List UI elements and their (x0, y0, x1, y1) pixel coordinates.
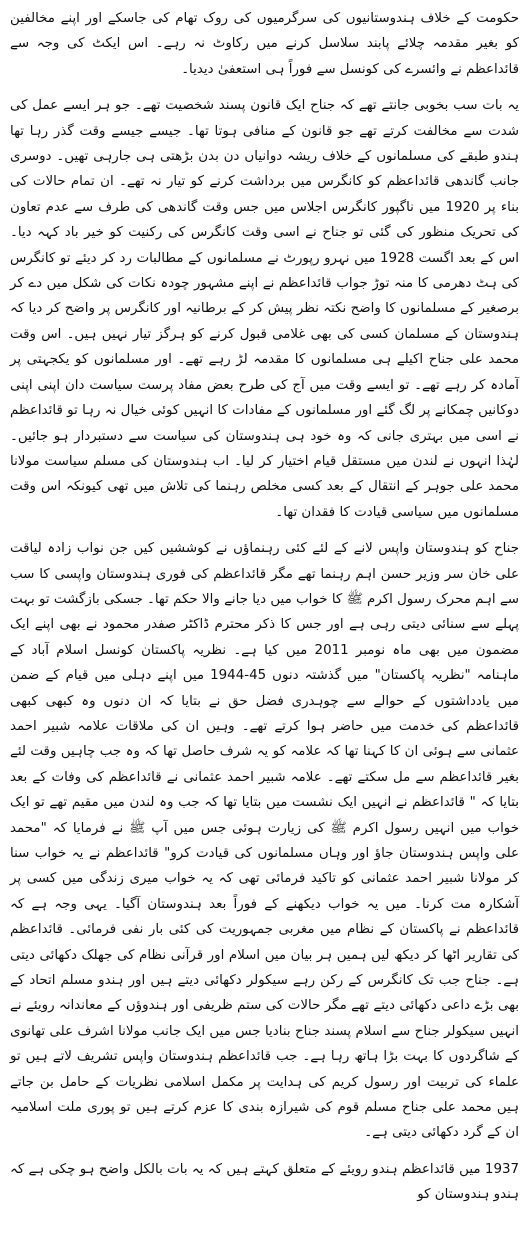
article-paragraph: یہ بات سب بخوبی جانتے تھے کہ جناح ایک قانون پسند شخصیت تھے۔ جو ہر ایسے عمل کی شدت سے مخالفت کرتے تھے جو قانون کے منافی ہوتا تھا۔ جیسے جیسے وقت گذر رہا تھا ہندو طبقے کی مسلمانوں کے خلاف ریشہ دوانیاں دن بدن بڑھتی ہی جارہی تھیں۔ دوسری جانب گاندھی قائداعظم کو کانگرس میں برداشت کرنے کو تیار نہ تھے۔ ان تمام حالات کی بناء پر 1920 میں ناگپور کانگرس اجلاس میں جس وقت گاندھی کی طرف سے عدم تعاون کی تحریک منظور کی گئی تو جناح نے اسی وقت کانگرس کی رکنیت کو خیر باد کہہ دیا۔ اس کے بعد اگست 1928 میں نہرو رپورٹ نے مسلمانوں کے مطالبات رد کر دیئے تو کانگرس کی ہٹ دھرمی کا منہ توڑ جواب قائداعظم نے اپنے مشہور چودہ نکات کی شکل میں دے کر برصغیر کے مسلمانوں کا واضح نکتہ نظر پیش کر کے برطانیہ اور کانگرس پر واضح کر دیا کہ ہندوستان کے مسلمان کسی کی بھی غلامی قبول کرنے کو ہرگز تیار نہیں ہیں۔ اس وقت محمد علی جناح اکیلے ہی مسلمانوں کا مقدمہ لڑ رہے تھے۔ اور مسلمانوں کو یکجہتی پر آمادہ کر رہے تھے۔ تو ایسے وقت میں آج کی طرح بعض مفاد پرست سیاست دان اپنی اپنی دوکانیں چمکانے پر لگ گئے اور مسلمانوں کے مفادات کا انہیں کوئی خیال نہ رہا تو قائداعظم نے اسی میں بہتری جانی کہ وہ خود ہی ہندوستان کی سیاست سے دستبردار ہو جائیں۔ لہٰذا انہوں نے لندن میں مستقل قیام اختیار کر لیا۔ اب ہندوستان کی مسلم سیاست مولانا محمد علی جوہر کے انتقال کے بعد کسی مخلص رہنما کی تلاش میں تھی کیونکہ اس وقت مسلمانوں میں سیاسی قیادت کا فقدان تھا۔ (10, 98, 519, 520)
article-paragraph: حکومت کے خلاف ہندوستانیوں کی سرگرمیوں کی روک تھام کی جاسکے اور اپنے مخالفین کو بغیر مقدمہ چلائے پابند سلاسل کرنے میں رکاوٹ نہ رہے۔ اس ایکٹ کی وجہ سے قائداعظم نے وائسرے کی کونسل سے فوراً ہی استعفیٰ دیدیا۔ (10, 11, 519, 77)
article-paragraph: 1937 میں قائداعظم ہندو رویئے کے متعلق کہتے ہیں کہ یہ بات بالکل واضح ہو چکی ہے کہ ہندو ہندوستان کو (10, 1161, 519, 1203)
article-paragraph: جناح کو ہندوستان واپس لانے کے لئے کئی رہنماؤں نے کوششیں کیں جن نواب زادہ لیاقت علی خان سر وزیر حسن اہم رہنما تھے مگر قائداعظم کی فوری ہندوستان واپسی کا سب سے اہم محرک رسول اکرم ﷺ کا خواب میں دیا جانے والا حکم تھا۔ جسکی بازگشت تو بہت پہلے سے سنائی دیتی رہی ہے اور جس کا ذکر محترم ڈاکٹر صفدر محمود نے بھی اپنے ایک مضمون میں بھی ماہ نومبر 2011 میں کیا ہے۔ نظریہ پاکستان کونسل اسلام آباد کے ماہنامہ "نظریہ پاکستان" میں گذشتہ دنوں 45-1944 میں اپنے دہلی میں قیام کے ضمن میں یادداشتوں کے حوالے سے چوہدری فضل حق نے بتایا کہ ان دنوں وہ کبھی کبھی قائداعظم کی خدمت میں حاضر ہوا کرتے تھے۔ وہیں ان کی ملاقات علامہ شبیر احمد عثمانی سے ہوئی ان کا کہنا تھا کہ علامہ کو یہ شرف حاصل تھا کہ وہ جب چاہیں وقت لئے بغیر قائداعظم سے مل سکتے تھے۔ علامہ شبیر احمد عثمانی نے قائداعظم کی وفات کے بعد بتایا کہ " قائداعظم نے انہیں ایک نشست میں بتایا تھا کہ جب وہ لندن میں مقیم تھے تو ایک خواب میں انہیں رسول اکرم ﷺ کی زیارت ہوئی جس میں آپ ﷺ نے فرمایا کہ "محمد علی واپس ہندوستان جاؤ اور وہاں مسلمانوں کی قیادت کرو" قائداعظم نے یہ خواب سنا کر مولانا شبیر احمد عثمانی کو تاکید فرمائی تھی کہ یہ خواب میری زندگی میں کسی پر آشکارہ مت کرنا۔ میں یہ خواب دیکھنے کے فوراً بعد ہندوستان آگیا۔ یہی وجہ ہے کہ قائداعظم نے پاکستان کے نظام میں مغربی جمہوریت کی کئی بار نفی فرمائی۔ قائداعظم کی تقاریر اٹھا کر دیکھ لیں ہمیں ہر بیان میں اسلام اور قرآنی نظام کی جھلک دکھائی دیتی ہے۔ جناح جب تک کانگرس کے رکن رہے سیکولر دکھائی دیتے ہیں اور ہندو مسلم اتحاد کے بھی بڑے داعی دکھائی دیتے تھے مگر حالات کی ستم ظریفی اور ہندوؤں کے معاندانہ رویئے نے انہیں سیکولر جناح سے اسلام پسند جناح بنادیا جس میں ایک جانب مولانا اشرف علی تھانوی کے شاگردوں کا بہت بڑا ہاتھ رہا ہے۔ جب قائداعظم ہندوستان واپس تشریف لاتے ہیں تو علماء کی تربیت اور رسول کریم کی ہدایت پر مکمل اسلامی نظریات کے حامل بن جاتے ہیں محمد علی جناح مسلم قوم کی شیرازہ بندی کا عزم کرتے ہیں تو پوری ملت اسلامیہ ان کے گرد دکھائی دیتی ہے۔ (10, 541, 519, 1141)
